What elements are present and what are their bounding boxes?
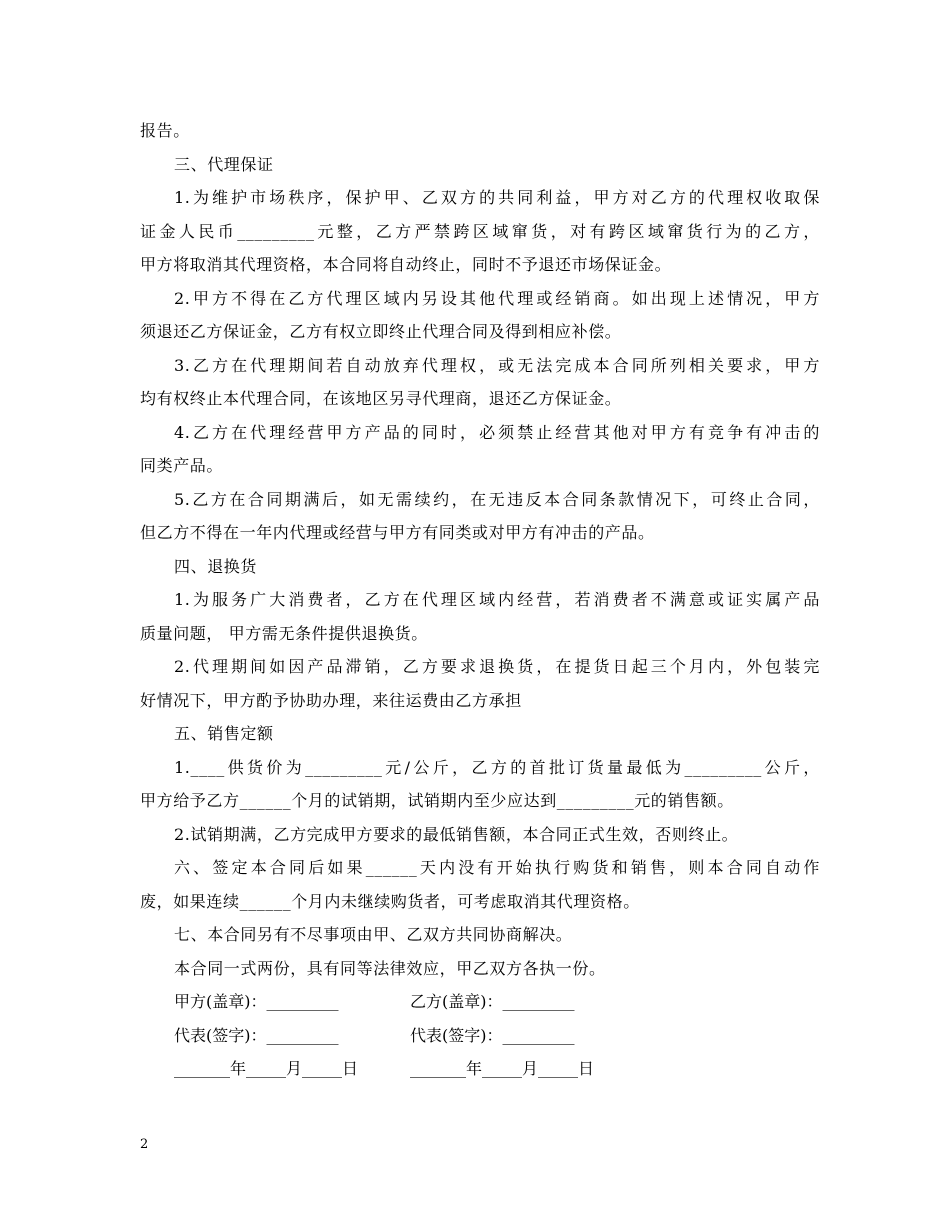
text-line: 均有权终止本代理合同，在该地区另寻代理商，退还乙方保证金。 — [140, 389, 622, 408]
party-a-representative-field: 代表(签字)：_________ — [174, 1025, 339, 1045]
party-a-seal-field: 甲方(盖章)：_________ — [174, 992, 339, 1011]
text-line: 1.为服务广大消费者，乙方在代理区域内经营，若消费者不满意或证实属产品 — [174, 590, 820, 609]
text-line: 3.乙方在代理期间若自动放弃代理权，或无法完成本合同所列相关要求，甲方 — [174, 355, 820, 375]
text-line: 证金人民币_________元整，乙方严禁跨区域窜货，对有跨区域窜货行为的乙方， — [140, 221, 820, 241]
party-b-date-field: _______年_____月_____日 — [410, 1059, 595, 1078]
text-line: 质量问题， 甲方需无条件提供退换货。 — [140, 623, 428, 643]
text-line: 1.为维护市场秩序，保护甲、乙双方的共同利益，甲方对乙方的代理权收取保 — [174, 188, 820, 207]
text-line: 甲方给予乙方______个月的试销期，试销期内至少应达到_________元的销售额。 — [140, 791, 734, 810]
party-a-date-field: _______年_____月_____日 — [174, 1059, 359, 1078]
section-heading: 三、代理保证 — [174, 154, 274, 174]
text-line: 但乙方不得在一年内代理或经营与甲方有同类或对甲方有冲击的产品。 — [140, 523, 655, 542]
contract-body — [140, 114, 820, 1086]
text-line: 甲方将取消其代理资格，本合同将自动终止，同时不予退还市场保证金。 — [140, 255, 672, 274]
text-line: 同类产品。 — [140, 456, 224, 475]
page-number: 2 — [140, 1137, 149, 1152]
text-line: 报告。 — [140, 121, 190, 140]
text-line: 2.试销期满，乙方完成甲方要求的最低销售额，本合同正式生效，否则终止。 — [174, 824, 739, 844]
text-line: 废，如果连续______个月内未继续购货者，可考虑取消其代理资格。 — [140, 891, 640, 911]
text-line: 本合同一式两份，具有同等法律效应，甲乙双方各执一份。 — [174, 958, 606, 978]
signature-row-date — [140, 1052, 820, 1086]
text-line: 2.甲方不得在乙方代理区域内另设其他代理或经销商。如出现上述情况，甲方 — [174, 288, 820, 308]
text-line: 须退还乙方保证金，乙方有权立即终止代理合同及得到相应补偿。 — [140, 322, 622, 341]
party-b-representative-field: 代表(签字)：_________ — [410, 1025, 575, 1045]
text-line: 2.代理期间如因产品滞销，乙方要求退换货，在提货日起三个月内，外包装完 — [174, 657, 820, 676]
text-line: 1.____供货价为_________元/公斤，乙方的首批订货量最低为_________公斤， — [174, 757, 820, 777]
text-line: 六、签定本合同后如果______天内没有开始执行购货和销售，则本合同自动作 — [174, 858, 820, 877]
text-line: 4.乙方在代理经营甲方产品的同时，必须禁止经营其他对甲方有竞争有冲击的 — [174, 422, 820, 442]
section-heading: 五、销售定额 — [174, 724, 274, 743]
section-heading: 四、退换货 — [174, 556, 258, 576]
signature-row-representative — [140, 1019, 820, 1053]
text-line: 5.乙方在合同期满后，如无需续约，在无违反本合同条款情况下，可终止合同， — [174, 489, 820, 509]
text-line: 七、本合同另有不尽事项由甲、乙双方共同协商解决。 — [174, 925, 573, 944]
text-line: 好情况下，甲方酌予协助办理，来往运费由乙方承担 — [140, 690, 522, 710]
party-b-seal-field: 乙方(盖章)：_________ — [410, 992, 575, 1011]
signature-row-seal — [140, 985, 820, 1019]
